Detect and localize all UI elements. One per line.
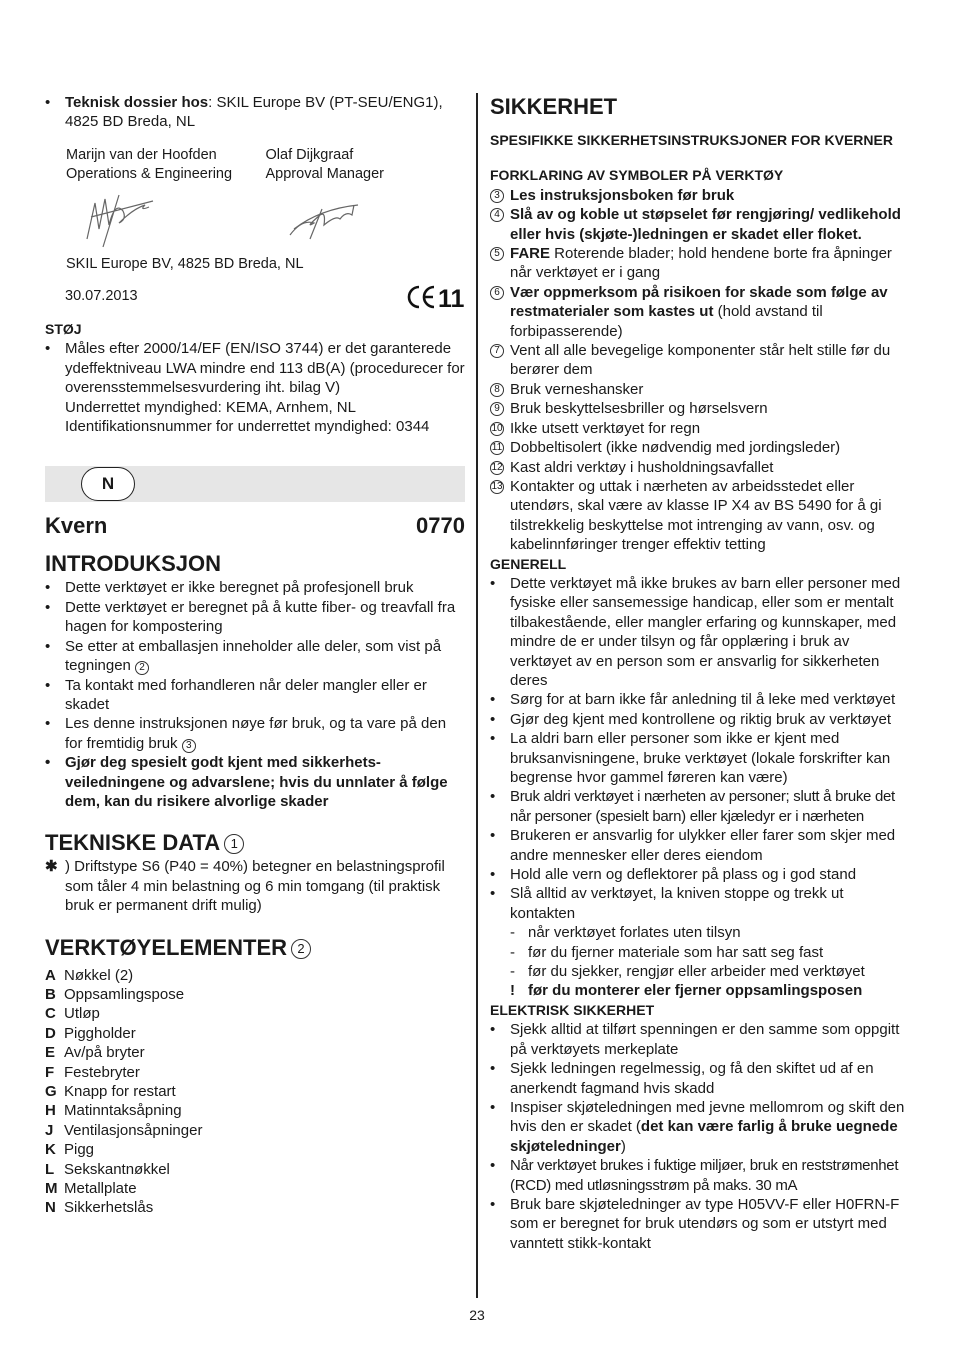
symbol-number: 10 xyxy=(491,422,503,434)
symbol-item xyxy=(490,283,910,341)
symbol-text: Ikke utsett verktøyet for regn xyxy=(510,419,701,437)
element-row xyxy=(45,1121,465,1140)
symbol-item xyxy=(490,477,910,555)
list-item-text: Hold alle vern og deflektorer på plass og i god stand xyxy=(510,866,857,884)
symbols-list xyxy=(490,186,910,555)
element-letter: C xyxy=(45,1005,56,1023)
elements-heading-text: VERKTØYELEMENTER xyxy=(45,934,288,960)
symbol-number: 11 xyxy=(491,442,503,454)
list-item xyxy=(490,1020,910,1059)
symbol-number: 5 xyxy=(490,247,504,261)
right-column xyxy=(490,93,910,1253)
sub-list-item-text: før du fjerner materiale som har satt seg fast xyxy=(528,943,824,961)
warning-sub-item-text: før du monterer eler fjerner oppsamlingsposen xyxy=(528,982,863,1000)
exclamation-icon: ! xyxy=(510,982,515,1000)
element-letter: K xyxy=(45,1141,56,1159)
element-letter: N xyxy=(45,1199,56,1217)
element-row xyxy=(45,1160,465,1179)
element-row xyxy=(45,1082,465,1101)
symbol-number: 13 xyxy=(491,480,503,492)
list-item xyxy=(490,690,910,709)
list-item-text: Dette verktøyet er beregnet på å kutte fiber- og treavfall fra hagen for kompostering xyxy=(65,598,456,636)
symbol-text: Kontakter og uttak i nærheten av arbeidsstedet eller utendørs, skal være av klasse IP X4 av BS 5490 for å gi tilstrekkelig beskyttelse mot intrenging av vann, osv. og kabelinnføringer trenger effektiv tetting xyxy=(510,477,882,554)
symbol-text: Roterende blader; hold hendene borte fra åpninger når verktøyet er i gang xyxy=(510,245,892,282)
tech-note-text: ) Driftstype S6 (P40 = 40%) betegner en belastningsprofil som tåler 4 min belastning og 6 min tomgang (til praktisk bruk er permanent drift mulig) xyxy=(65,858,445,915)
symbol-text: Dobbeltisolert (ikke nødvendig med jordingsleder) xyxy=(510,439,841,457)
symbol-text: Vent all alle bevegelige komponenter står helt stille før du berører dem xyxy=(510,342,891,379)
element-letter: D xyxy=(45,1024,56,1042)
list-item-text: Bruk aldri verktøyet i nærheten av personer; slutt å bruke det når personer (spesielt barn) eller kjæledyr er i nærheten xyxy=(510,788,895,825)
list-item-text: Ta kontakt med forhandleren når deler mangler eller er skadet xyxy=(65,676,427,713)
electric-safety-heading: ELEKTRISK SIKKERHET xyxy=(490,1001,655,1018)
list-item-text-after: ) xyxy=(620,1137,626,1155)
element-name: Oppsamlingspose xyxy=(64,985,185,1003)
signature-2-image xyxy=(280,189,465,253)
dossier-label: Teknisk dossier hos xyxy=(65,94,209,111)
signatory-role: Operations & Engineering xyxy=(66,166,233,183)
element-name: Nøkkel (2) xyxy=(64,966,134,984)
list-item-text: Sjekk alltid at tilført spenningen er den samme som oppgitt på verktøyets merkeplate xyxy=(510,1021,900,1058)
tech-heading xyxy=(45,829,465,857)
symbol-item xyxy=(490,458,910,477)
list-item xyxy=(45,598,465,637)
list-item-text: La aldri barn eller personer som ikke er kjent med bruksanvisningene, bruke verktøyet (lokale forskrifter kan begrense hvor gammel føreren kan være) xyxy=(510,730,891,786)
language-bar xyxy=(45,466,465,502)
element-name: Av/på bryter xyxy=(64,1044,145,1062)
noise-id-number: Identifikationsnummer for underrettet myndighed: 0344 xyxy=(65,418,430,436)
intro-heading: INTRODUKSJON xyxy=(45,551,222,577)
list-item xyxy=(490,826,910,865)
symbol-number: 9 xyxy=(490,402,504,416)
element-row xyxy=(45,985,465,1004)
list-item-text: Les denne instruksjonen nøye før bruk, og ta vare på den for fremtidig bruk xyxy=(65,715,447,752)
symbol-text: (hold avstand til forbipasserende) xyxy=(510,303,823,340)
tech-heading-text: TEKNISKE DATA xyxy=(45,830,221,856)
list-item-text: Dette verktøyet må ikke brukes av barn eller personer med fysiske eller sansemessige handicap, eller som er mentalt tilbakestående, eller mangler erfaring og kunnskaper, med mindre de er under tilsyn og får opplæring i bruk av verktøyet av en person som er ansvarlig for sikkerheten deres xyxy=(510,574,901,689)
element-row xyxy=(45,1024,465,1043)
noise-heading: STØJ xyxy=(45,321,82,338)
symbol-item xyxy=(490,186,910,205)
element-row xyxy=(45,1004,465,1023)
element-row xyxy=(45,1101,465,1120)
warning-text: Gjør deg spesielt godt kjent med sikkerhets-veiledningene og advarslene; hvis du unnlater å følge dem, kan du risikere alvorlige skader xyxy=(65,754,448,810)
symbol-text: Kast aldri verktøy i husholdningsavfallet xyxy=(510,458,774,476)
list-item xyxy=(490,1059,910,1098)
element-letter: L xyxy=(45,1160,55,1178)
symbol-number: 4 xyxy=(490,208,504,222)
figure-ref: 2 xyxy=(135,661,149,675)
element-name: Pigg xyxy=(64,1141,95,1159)
element-name: Metallplate xyxy=(64,1180,137,1198)
symbol-number: 6 xyxy=(490,286,504,300)
noise-text: Måles efter 2000/14/EF (EN/ISO 3744) er det garanterede ydeffektniveau LWA mindre end 113 dB(A) (procedurecer for overensstemmelsesvurdering iht. bilag V) xyxy=(65,340,465,397)
element-letter: H xyxy=(45,1102,56,1120)
symbol-bold-text: FARE xyxy=(510,245,551,263)
symbol-item xyxy=(490,205,910,244)
element-name: Utløp xyxy=(64,1005,100,1023)
element-name: Sikkerhetslås xyxy=(64,1199,154,1217)
list-item xyxy=(45,637,465,676)
electric-list xyxy=(490,1020,910,1253)
list-item-text: Inspiser skjøteledningen med jevne mellomrom og skift den hvis den er skadet ( xyxy=(510,1098,905,1136)
element-name: Ventilasjonsåpninger xyxy=(64,1121,203,1139)
list-item-text: Slå alltid av verktøyet, la kniven stoppe og trekk ut kontakten xyxy=(510,885,844,922)
dossier-item xyxy=(45,93,465,132)
element-row xyxy=(45,1140,465,1159)
symbol-bold-text: Vær oppmerksom på risikoen for skade som følge av restmaterialer som kastes ut xyxy=(510,283,888,321)
element-name: Piggholder xyxy=(64,1024,136,1042)
signature-1-image xyxy=(83,189,280,253)
signatory-role: Approval Manager xyxy=(265,166,384,183)
ce-mark-logo xyxy=(407,284,465,310)
signatories xyxy=(45,146,465,185)
element-letter: F xyxy=(45,1063,55,1081)
svg-text:11: 11 xyxy=(438,285,465,311)
figure-ref: 2 xyxy=(291,939,311,959)
noise-item xyxy=(45,339,465,397)
element-row xyxy=(45,1179,465,1198)
declaration-date: 30.07.2013 xyxy=(65,288,138,305)
list-item xyxy=(45,578,465,597)
sub-list-item xyxy=(490,923,910,942)
sub-list-item-text: når verktøyet forlates uten tilsyn xyxy=(528,924,741,942)
noise-authority: Underrettet myndighed: KEMA, Arnhem, NL xyxy=(65,398,356,416)
signatory-2 xyxy=(266,146,466,185)
list-item xyxy=(490,1098,910,1156)
element-letter: G xyxy=(45,1083,57,1100)
intro-list xyxy=(45,578,465,811)
symbol-item xyxy=(490,341,910,380)
product-name: Kvern xyxy=(45,513,108,539)
element-name: Festebryter xyxy=(64,1063,140,1081)
list-item xyxy=(490,729,910,787)
symbol-number: 12 xyxy=(491,461,503,473)
page-number: 23 xyxy=(469,1307,485,1323)
list-item-text: Gjør deg kjent med kontrollene og riktig bruk av verktøyet xyxy=(510,710,891,728)
symbol-text: Bruk verneshansker xyxy=(510,380,644,398)
signatory-name: Marijn van der Hoofden xyxy=(66,146,217,163)
element-name: Sekskantnøkkel xyxy=(64,1160,170,1178)
list-item xyxy=(45,676,465,715)
sub-list-item xyxy=(490,962,910,981)
list-item-text: Bruk bare skjøteledninger av type H05VV-F eller H0FRN-F som er beregnet for bruk utendørs og som er utstyrt med vanntett stikk-kontakt xyxy=(510,1195,900,1252)
signatory-1 xyxy=(66,146,266,185)
warning-sub-item xyxy=(490,981,910,1000)
element-name: Knapp for restart xyxy=(64,1083,176,1100)
list-item xyxy=(490,574,910,690)
list-item xyxy=(490,710,910,729)
tech-note xyxy=(45,857,465,915)
element-name: Matinntaksåpning xyxy=(64,1102,182,1120)
figure-ref: 1 xyxy=(224,834,244,854)
sub-list-item-text: før du sjekker, rengjør eller arbeider med verktøyet xyxy=(528,963,865,981)
general-heading: GENERELL xyxy=(490,555,567,572)
list-item-text: Sørg for at barn ikke får anledning til å leke med verktøyet xyxy=(510,691,896,709)
element-letter: B xyxy=(45,985,56,1003)
element-letter: M xyxy=(45,1180,58,1198)
list-item-text: Når verktøyet brukes i fuktige miljøer, bruk en reststrømenhet (RCD) med utløsningsstrøm på maks. 30 mA xyxy=(510,1157,899,1194)
product-title-row xyxy=(45,512,465,540)
list-item xyxy=(490,865,910,884)
symbol-number: 3 xyxy=(490,189,504,203)
symbol-bold-text: Slå av og koble ut støpselet før rengjøring/ vedlikehold eller hvis (skjøte-)ledningen er skadet eller floket. xyxy=(510,206,901,243)
list-item-text: Sjekk ledningen regelmessig, og få den skiftet ud af en anerkendt fagmand hvis skadd xyxy=(510,1060,874,1097)
list-item xyxy=(490,1195,910,1253)
symbol-item xyxy=(490,380,910,399)
symbol-item xyxy=(490,399,910,418)
symbol-text: Bruk beskyttelsesbriller og hørselsvern xyxy=(510,400,768,418)
symbol-number: 7 xyxy=(490,344,504,358)
asterisk-icon: ✱ xyxy=(45,858,58,876)
list-item xyxy=(490,1156,910,1195)
safety-heading: SIKKERHET xyxy=(490,94,618,119)
specific-instructions-heading: SPESIFIKKE SIKKERHETSINSTRUKSJONER FOR KVERNER xyxy=(490,132,893,148)
sub-list-item xyxy=(490,943,910,962)
symbols-heading: FORKLARING AV SYMBOLER PÅ VERKTØY xyxy=(490,167,784,184)
dossier-text: : SKIL Europe BV (PT-SEU/ENG1), 4825 BD Breda, NL xyxy=(65,94,443,131)
product-number: 0770 xyxy=(416,513,465,539)
element-row xyxy=(45,1198,465,1217)
warning-item xyxy=(45,753,465,811)
element-row xyxy=(45,1043,465,1062)
company-address: SKIL Europe BV, 4825 BD Breda, NL xyxy=(66,255,304,272)
signatory-name: Olaf Dijkgraaf xyxy=(265,146,354,163)
signatures xyxy=(45,189,465,253)
list-item-text: Brukeren er ansvarlig for ulykker eller farer som skjer med andre mennesker eller deres eiendom xyxy=(510,827,896,864)
figure-ref: 3 xyxy=(182,739,196,753)
symbol-number: 8 xyxy=(490,383,504,397)
element-letter: A xyxy=(45,966,56,984)
column-divider xyxy=(476,93,478,1298)
list-item-bold-text: det kan være farlig å bruke uegnede skjøteledninger xyxy=(510,1118,898,1155)
element-row xyxy=(45,966,465,985)
element-row xyxy=(45,1063,465,1082)
left-column xyxy=(45,93,465,1218)
list-item xyxy=(490,884,910,923)
list-item xyxy=(45,714,465,753)
elements-list xyxy=(45,966,465,1218)
symbol-item xyxy=(490,419,910,438)
symbol-item xyxy=(490,438,910,457)
language-badge: N xyxy=(81,467,135,501)
general-list xyxy=(490,574,910,1001)
list-item-text: Dette verktøyet er ikke beregnet på profesjonell bruk xyxy=(65,579,414,597)
list-item xyxy=(490,787,910,826)
elements-heading xyxy=(45,934,465,962)
date-row xyxy=(45,284,465,310)
element-letter: E xyxy=(45,1044,56,1062)
symbol-bold-text: Les instruksjonsboken før bruk xyxy=(510,186,735,204)
symbol-item xyxy=(490,244,910,283)
element-letter: J xyxy=(45,1121,54,1139)
list-item-text: Se etter at emballasjen inneholder alle deler, som vist på tegningen xyxy=(65,637,442,675)
